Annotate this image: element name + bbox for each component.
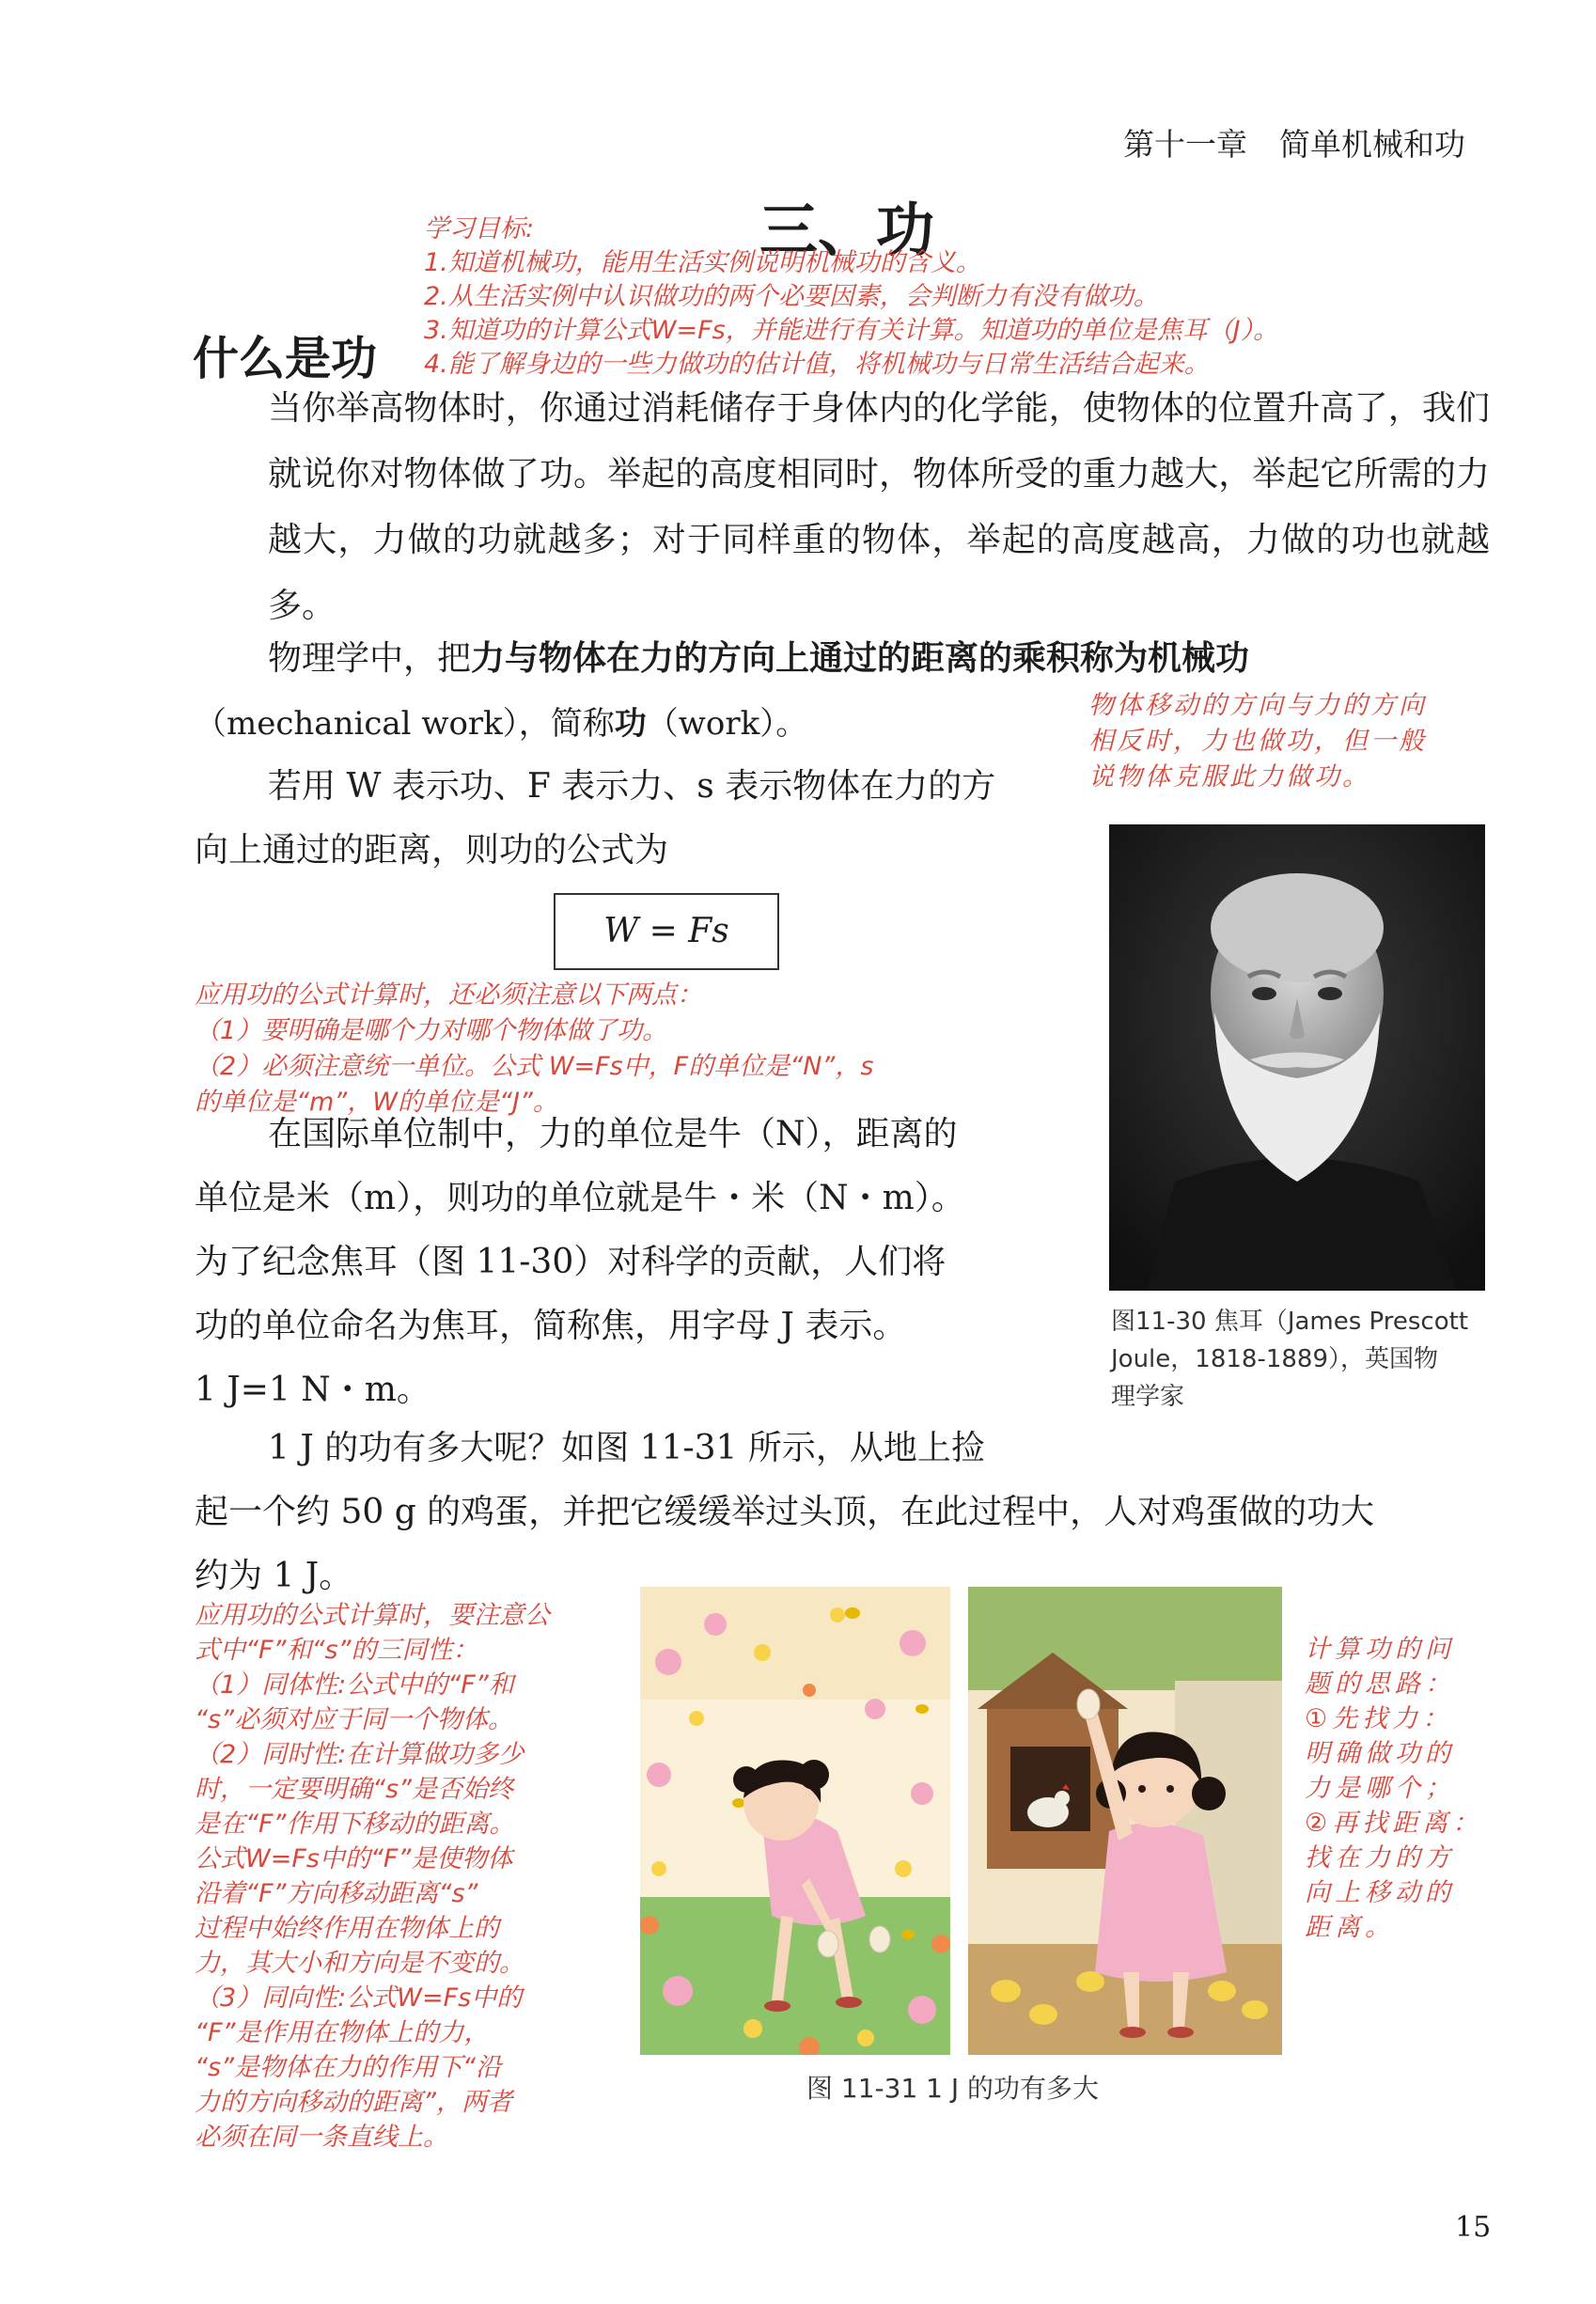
paragraph-definition-line1 xyxy=(268,632,1249,680)
note-line: 的单位是“m”，W的单位是“J”。 xyxy=(195,1088,558,1117)
note-line: 时，一定要明确“s”是否始终 xyxy=(195,1775,514,1804)
girl-picking-egg-drawing xyxy=(640,1587,950,2055)
definition-term-en: （mechanical work），简称 xyxy=(195,705,615,743)
joule-portrait-illustration xyxy=(1109,824,1485,1291)
note-line: 沿着“F”方向移动距离“s” xyxy=(195,1879,478,1908)
note-line: （3）同向性:公式W=Fs中的 xyxy=(195,1983,523,2013)
paragraph-unit-line: 在国际单位制中，力的单位是牛（N），距离的 xyxy=(268,1115,958,1153)
learning-goals xyxy=(424,216,1278,385)
figure-11-31-caption: 图 11-31 1 J 的功有多大 xyxy=(806,2073,1100,2104)
definition-term-short-en: （work）。 xyxy=(646,705,808,743)
section-heading: 什么是功 xyxy=(193,332,378,385)
note-problem-solving-steps xyxy=(1305,1632,1482,1945)
learning-goal-item: 2.从生活实例中认识做功的两个必要因素，会判断力有没有做功。 xyxy=(424,282,1159,311)
note-line: 过程中始终作用在物体上的 xyxy=(195,1914,499,1943)
chapter-number: 第十一章 xyxy=(1123,126,1247,163)
chapter-title: 简单机械和功 xyxy=(1279,126,1465,163)
note-three-sameness xyxy=(195,1598,550,2155)
paragraph-example-line: 约为 1 J。 xyxy=(195,1557,353,1595)
work-formula-box: W = Fs xyxy=(554,893,779,970)
note-line: 力，其大小和方向是不变的。 xyxy=(195,1949,524,1978)
note-line: 向上移动的 xyxy=(1305,1878,1455,1907)
note-line: 力是哪个； xyxy=(1305,1774,1455,1803)
note-formula-attention xyxy=(195,978,873,1121)
illustration-girl-picking-egg xyxy=(640,1587,950,2055)
illustration-girl-raising-egg xyxy=(968,1587,1282,2055)
note-line: 明确做功的 xyxy=(1305,1739,1455,1768)
learning-goal-item: 3.知道功的计算公式W=Fs，并能进行有关计算。知道功的单位是焦耳（J）。 xyxy=(424,316,1279,345)
note-line: 说物体克服此力做功。 xyxy=(1088,762,1370,792)
section-title: 三、功 xyxy=(759,196,935,264)
note-line: （2）必须注意统一单位。公式 W=Fs中，F的单位是“N”，s xyxy=(195,1052,874,1081)
figure-11-30-caption xyxy=(1111,1303,1468,1416)
chapter-header xyxy=(1123,120,1465,165)
note-line: 式中“F”和“s”的三同性： xyxy=(195,1636,478,1665)
note-line: 题的思路： xyxy=(1305,1669,1455,1699)
note-line: 找在力的方 xyxy=(1305,1843,1455,1873)
note-opposite-direction xyxy=(1088,688,1427,795)
paragraph-unit-line: 功的单位命名为焦耳，简称焦，用字母 J 表示。 xyxy=(195,1307,907,1345)
note-line: 计算功的问 xyxy=(1305,1635,1455,1664)
definition-term-short: 功 xyxy=(614,705,647,743)
note-line: 是在“F”作用下移动的距离。 xyxy=(195,1810,515,1839)
paragraph-formula-intro-line1: 若用 W 表示功、F 表示力、s 表示物体在力的方 xyxy=(268,767,996,806)
note-line: （2）同时性:在计算做功多少 xyxy=(195,1740,524,1769)
caption-line: 理学家 xyxy=(1111,1383,1185,1411)
note-line: ①先找力： xyxy=(1305,1704,1453,1733)
paragraph-definition-line2 xyxy=(195,697,807,744)
caption-line: 图11-30 焦耳（James Prescott xyxy=(1111,1308,1469,1336)
note-line: 物体移动的方向与力的方向 xyxy=(1088,691,1427,720)
note-line: （1）要明确是哪个力对哪个物体做了功。 xyxy=(195,1016,668,1045)
note-line: “s”是物体在力的作用下“沿 xyxy=(195,2053,502,2082)
definition-prefix: 物理学中，把 xyxy=(268,639,472,678)
learning-goal-item: 1.知道机械功，能用生活实例说明机械功的含义。 xyxy=(424,248,981,277)
paragraph-example-line: 起一个约 50 g 的鸡蛋，并把它缓缓举过头顶，在此过程中，人对鸡蛋做的功大 xyxy=(195,1493,1375,1531)
note-line: “s”必须对应于同一个物体。 xyxy=(195,1705,514,1734)
girl-raising-egg-drawing xyxy=(968,1587,1282,2055)
learning-goal-item: 4.能了解身边的一些力做功的估计值，将机械功与日常生活结合起来。 xyxy=(424,350,1210,379)
definition-bold: 力与物体在力的方向上通过的距离的乘积称为机械功 xyxy=(471,639,1250,678)
paragraph-intro xyxy=(195,376,1490,639)
note-line: 公式W=Fs中的“F”是使物体 xyxy=(195,1844,513,1873)
note-line: 相反时，力也做功，但一般 xyxy=(1088,727,1427,756)
note-line: 距离。 xyxy=(1305,1913,1395,1942)
note-line: 必须在同一条直线上。 xyxy=(195,2123,448,2152)
note-line: （1）同体性:公式中的“F”和 xyxy=(195,1670,514,1700)
page-number: 15 xyxy=(1455,2211,1492,2244)
note-line: 应用功的公式计算时，要注意公 xyxy=(195,1601,550,1630)
note-line: “F”是作用在物体上的力， xyxy=(195,2018,490,2047)
note-line: 应用功的公式计算时，还必须注意以下两点： xyxy=(195,980,702,1010)
paragraph-unit-line: 为了纪念焦耳（图 11-30）对科学的贡献，人们将 xyxy=(195,1243,947,1281)
caption-line: Joule，1818-1889），英国物 xyxy=(1111,1345,1438,1373)
note-line: 力的方向移动的距离”，两者 xyxy=(195,2088,512,2117)
note-line: ②再找距离： xyxy=(1305,1809,1483,1838)
joule-portrait-photo xyxy=(1109,824,1485,1291)
learning-goals-heading: 学习目标: xyxy=(424,214,535,243)
paragraph-unit-line: 单位是米（m），则功的单位就是牛・米（N・m）。 xyxy=(195,1179,965,1217)
paragraph-unit-line: 1 J=1 N・m。 xyxy=(195,1371,430,1409)
paragraph-intro-text: 当你举高物体时，你通过消耗储存于身体内的化学能，使物体的位置升高了，我们就说你对物体做了功。举起的高度相同时，物体所受的重力越大，举起它所需的力越大，力做的功就越多；对于同样重的物体，举起的高度越高，力做的功也就越多。 xyxy=(268,389,1490,625)
paragraph-formula-intro-line2: 向上通过的距离，则功的公式为 xyxy=(195,831,669,870)
paragraph-example-line: 1 J 的功有多大呢？如图 11-31 所示，从地上捡 xyxy=(268,1429,985,1467)
